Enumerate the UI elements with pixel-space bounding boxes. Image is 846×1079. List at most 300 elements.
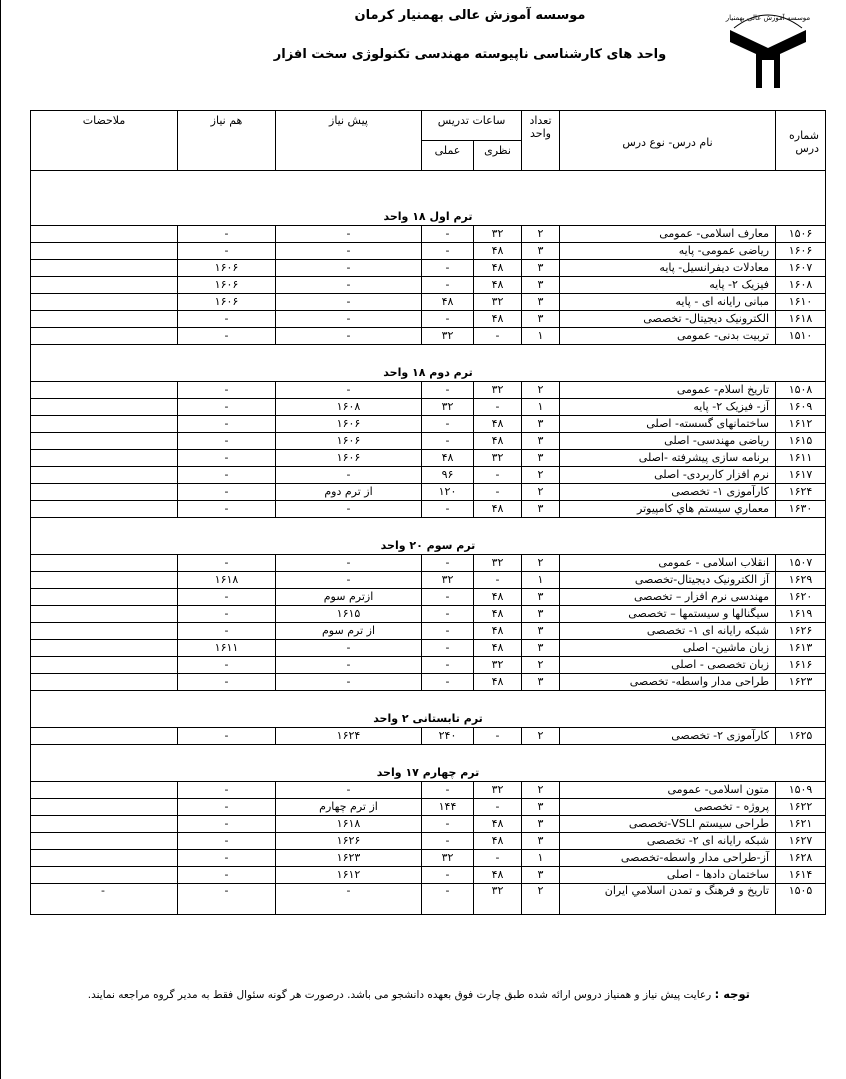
course-number: ۱۶۰۶ [776,243,826,260]
corequisite: - [178,674,276,691]
prerequisite: ۱۶۲۴ [276,728,422,745]
corequisite: - [178,399,276,416]
practical-hours: - [422,782,474,799]
course-number: ۱۶۲۷ [776,833,826,850]
course-units: ۳ [522,277,560,294]
prerequisite: ۱۶۱۲ [276,867,422,884]
table-row [31,501,826,518]
table-row [31,816,826,833]
practical-hours: - [422,640,474,657]
table-row [31,277,826,294]
course-number: ۱۶۱۰ [776,294,826,311]
col-coreq: هم نیاز [178,111,276,171]
table-row [31,382,826,399]
notes [31,311,178,328]
course-number: ۱۶۱۴ [776,867,826,884]
footer-note [60,987,750,1001]
practical-hours: - [422,416,474,433]
course-units: ۳ [522,589,560,606]
course-number: ۱۶۲۵ [776,728,826,745]
course-name: معادلات دیفرانسیل- پایه [560,260,776,277]
table-row [31,484,826,501]
notes [31,850,178,867]
course-name: معماري سيستم هاي كامپيوتر [560,501,776,518]
institution-title: موسسه آموزش عالی بهمنیار کرمان [354,8,586,23]
course-number: ۱۵۰۶ [776,226,826,243]
notes [31,260,178,277]
prerequisite: ۱۶۲۶ [276,833,422,850]
col-practical: عملی [422,141,474,171]
course-units: ۳ [522,243,560,260]
table-row [31,450,826,467]
notes [31,399,178,416]
theory-hours: ۴۸ [474,674,522,691]
theory-hours: - [474,799,522,816]
course-units: ۲ [522,782,560,799]
prerequisite: - [276,260,422,277]
theory-hours: - [474,850,522,867]
table-row [31,833,826,850]
course-name: طراحی مدار واسطه- تخصصی [560,674,776,691]
course-units: ۲ [522,382,560,399]
corequisite: - [178,555,276,572]
theory-hours: ۴۸ [474,640,522,657]
practical-hours: - [422,311,474,328]
practical-hours: - [422,884,474,915]
course-number: ۱۶۲۰ [776,589,826,606]
notes [31,416,178,433]
notes [31,484,178,501]
notes [31,277,178,294]
table-row [31,260,826,277]
theory-hours: ۴۸ [474,433,522,450]
prerequisite: - [276,294,422,311]
prerequisite: ۱۶۲۳ [276,850,422,867]
practical-hours: - [422,816,474,833]
course-name: تاریخ و فرهنگ و تمدن اسلامي ايران [560,884,776,915]
practical-hours: - [422,589,474,606]
practical-hours: ۳۲ [422,328,474,345]
table-row [31,657,826,674]
course-units: ۳ [522,501,560,518]
course-units: ۳ [522,640,560,657]
course-units: ۳ [522,674,560,691]
course-units: ۲ [522,657,560,674]
course-units: ۳ [522,606,560,623]
practical-hours: - [422,657,474,674]
table-row [31,728,826,745]
prerequisite: - [276,657,422,674]
practical-hours: ۳۲ [422,850,474,867]
table-row [31,782,826,799]
practical-hours: - [422,833,474,850]
table-row [31,294,826,311]
course-name: مهندسی نرم افزار – تخصصی [560,589,776,606]
prerequisite: ۱۶۰۶ [276,450,422,467]
theory-hours: ۴۸ [474,416,522,433]
course-units: ۳ [522,816,560,833]
course-units: ۲ [522,467,560,484]
prerequisite: - [276,674,422,691]
notes [31,294,178,311]
corequisite: - [178,416,276,433]
prerequisite: - [276,572,422,589]
corequisite: - [178,467,276,484]
prerequisite: از ترم چهارم [276,799,422,816]
theory-hours: ۴۸ [474,311,522,328]
corequisite: - [178,867,276,884]
prerequisite: ۱۶۰۶ [276,416,422,433]
theory-hours: ۳۲ [474,226,522,243]
theory-hours: ۳۲ [474,382,522,399]
table-row [31,640,826,657]
notes [31,674,178,691]
notes [31,243,178,260]
prerequisite: - [276,782,422,799]
practical-hours: - [422,623,474,640]
course-number: ۱۶۱۸ [776,311,826,328]
prerequisite: از ترم دوم [276,484,422,501]
course-number: ۱۵۰۸ [776,382,826,399]
term-title: ترم تابستانی ۲ واحد [31,691,826,728]
course-name: آز- فیزیک ۲- پایه [560,399,776,416]
notes [31,782,178,799]
table-row [31,572,826,589]
term-header [31,745,826,782]
course-units: ۱ [522,399,560,416]
notes [31,867,178,884]
term-header [31,171,826,226]
table-row [31,328,826,345]
prerequisite: - [276,382,422,399]
course-number: ۱۶۲۸ [776,850,826,867]
practical-hours: - [422,260,474,277]
notes [31,450,178,467]
practical-hours: - [422,277,474,294]
practical-hours: - [422,555,474,572]
course-name: آز-طراحی مدار واسطه-تخصصی [560,850,776,867]
notes [31,816,178,833]
col-theory: نظری [474,141,522,171]
course-units: ۳ [522,311,560,328]
practical-hours: ۱۴۴ [422,799,474,816]
corequisite: ۱۶۱۱ [178,640,276,657]
note-label: توجه : [714,987,750,1001]
table-row [31,555,826,572]
notes [31,226,178,243]
course-units: ۳ [522,260,560,277]
prerequisite: ۱۶۰۸ [276,399,422,416]
prerequisite: ۱۶۰۶ [276,433,422,450]
notes [31,589,178,606]
prerequisite: - [276,467,422,484]
col-hours: ساعات تدریس [422,111,522,141]
table-row [31,589,826,606]
course-number: ۱۶۱۳ [776,640,826,657]
course-name: تاریخ اسلام- عمومی [560,382,776,399]
notes [31,382,178,399]
practical-hours: - [422,226,474,243]
prerequisite: - [276,884,422,915]
corequisite: ۱۶۱۸ [178,572,276,589]
corequisite: - [178,850,276,867]
corequisite: - [178,501,276,518]
theory-hours: ۳۲ [474,884,522,915]
theory-hours: ۴۸ [474,260,522,277]
theory-hours: ۳۲ [474,657,522,674]
corequisite: - [178,816,276,833]
course-number: ۱۶۲۶ [776,623,826,640]
corequisite: - [178,243,276,260]
table-row [31,399,826,416]
table-row [31,243,826,260]
course-units: ۲ [522,728,560,745]
course-units: ۳ [522,799,560,816]
notes [31,606,178,623]
practical-hours: - [422,606,474,623]
prerequisite: ازترم سوم [276,589,422,606]
theory-hours: ۴۸ [474,833,522,850]
table-row [31,606,826,623]
term-title: ترم اول ۱۸ واحد [31,171,826,226]
table-row [31,226,826,243]
course-units: ۲ [522,884,560,915]
course-number: ۱۶۲۹ [776,572,826,589]
col-units: تعداد واحد [522,111,560,171]
practical-hours: ۳۲ [422,399,474,416]
theory-hours: ۴۸ [474,243,522,260]
theory-hours: - [474,728,522,745]
prerequisite: - [276,243,422,260]
corequisite: - [178,782,276,799]
table-row [31,884,826,915]
notes [31,555,178,572]
corequisite: - [178,382,276,399]
course-name: شبکه رایانه ای ۱- تخصصی [560,623,776,640]
course-number: ۱۶۲۴ [776,484,826,501]
notes [31,640,178,657]
course-number: ۱۶۱۶ [776,657,826,674]
course-number: ۱۶۲۲ [776,799,826,816]
course-number: ۱۵۱۰ [776,328,826,345]
practical-hours: - [422,867,474,884]
theory-hours: ۳۲ [474,555,522,572]
course-number: ۱۶۱۵ [776,433,826,450]
theory-hours: ۳۲ [474,294,522,311]
course-units: ۲ [522,484,560,501]
practical-hours: - [422,501,474,518]
term-header [31,518,826,555]
corequisite: - [178,311,276,328]
theory-hours: ۴۸ [474,501,522,518]
theory-hours: ۴۸ [474,589,522,606]
course-name: ریاضی عمومی- پایه [560,243,776,260]
course-number: ۱۶۱۷ [776,467,826,484]
table-row [31,433,826,450]
course-number: ۱۶۱۹ [776,606,826,623]
theory-hours: ۴۸ [474,277,522,294]
notes [31,623,178,640]
course-units: ۳ [522,450,560,467]
prerequisite: - [276,555,422,572]
course-name: انقلاب اسلامی - عمومی [560,555,776,572]
table-row [31,467,826,484]
corequisite: - [178,484,276,501]
course-name: آز الکترونیک دیجیتال-تخصصی [560,572,776,589]
course-units: ۳ [522,867,560,884]
practical-hours: - [422,674,474,691]
notes [31,501,178,518]
course-name: الکترونیک دیجیتال- تخصصی [560,311,776,328]
table-row [31,674,826,691]
theory-hours: ۴۸ [474,606,522,623]
course-name: متون اسلامی- عمومی [560,782,776,799]
notes [31,833,178,850]
prerequisite: - [276,501,422,518]
col-prereq: پیش نیاز [276,111,422,171]
practical-hours: ۲۴۰ [422,728,474,745]
table-row [31,623,826,640]
notes [31,572,178,589]
corequisite: ۱۶۰۶ [178,294,276,311]
corequisite: - [178,799,276,816]
prerequisite: از ترم سوم [276,623,422,640]
course-units: ۲ [522,555,560,572]
course-name: زبان تخصصی - اصلی [560,657,776,674]
term-title: ترم دوم ۱۸ واحد [31,345,826,382]
curriculum-table [30,110,826,915]
theory-hours: ۴۸ [474,816,522,833]
corequisite: - [178,623,276,640]
course-number: ۱۵۰۹ [776,782,826,799]
prerequisite: ۱۶۱۵ [276,606,422,623]
notes [31,799,178,816]
notes [31,328,178,345]
corequisite: ۱۶۰۶ [178,277,276,294]
corequisite: - [178,589,276,606]
course-units: ۱ [522,850,560,867]
course-name: مبانی رایانه ای - پایه [560,294,776,311]
practical-hours: ۳۲ [422,572,474,589]
course-name: شبکه رایانه ای ۲- تخصصی [560,833,776,850]
prerequisite: - [276,640,422,657]
practical-hours: - [422,243,474,260]
course-name: پروژه - تخصصی [560,799,776,816]
course-number: ۱۵۰۷ [776,555,826,572]
prerequisite: - [276,226,422,243]
corequisite: - [178,606,276,623]
course-name: ساختمانهای گسسته- اصلی [560,416,776,433]
course-units: ۳ [522,433,560,450]
prerequisite: - [276,277,422,294]
course-units: ۳ [522,623,560,640]
corequisite: - [178,657,276,674]
course-name: ساختمان دادها - اصلی [560,867,776,884]
course-name: فیزیک ۲- پایه [560,277,776,294]
course-number: ۱۶۰۷ [776,260,826,277]
course-units: ۳ [522,833,560,850]
corequisite: - [178,328,276,345]
corequisite: - [178,833,276,850]
course-units: ۳ [522,294,560,311]
term-header [31,345,826,382]
course-name: زبان ماشین- اصلی [560,640,776,657]
logo-text: موسسه آموزش عالی بهمنیار [725,14,811,22]
corequisite: ۱۶۰۶ [178,260,276,277]
term-header [31,691,826,728]
course-name: نرم افزار کاربردی- اصلی [560,467,776,484]
course-name: کارآموزی ۲- تخصصی [560,728,776,745]
term-title: ترم سوم ۲۰ واحد [31,518,826,555]
theory-hours: ۴۸ [474,867,522,884]
course-name: برنامه سازی پیشرفته -اصلی [560,450,776,467]
theory-hours: - [474,572,522,589]
table-row [31,850,826,867]
prerequisite: - [276,311,422,328]
col-course-name: نام درس- نوع درس [560,111,776,171]
corequisite: - [178,450,276,467]
col-notes: ملاحضات [31,111,178,171]
course-number: ۱۶۳۰ [776,501,826,518]
theory-hours: ۳۲ [474,782,522,799]
course-name: کارآموزی ۱- تخصصی [560,484,776,501]
course-units: ۱ [522,572,560,589]
theory-hours: - [474,399,522,416]
course-name: سیگنالها و سیستمها – تخصصی [560,606,776,623]
col-course-no: شماره درس [776,111,826,171]
course-number: ۱۵۰۵ [776,884,826,915]
corequisite: - [178,433,276,450]
table-row [31,867,826,884]
table-row [31,416,826,433]
practical-hours: - [422,382,474,399]
course-units: ۳ [522,416,560,433]
table-row [31,799,826,816]
course-name: طراحی سیستم VSLI-تخصصی [560,816,776,833]
corequisite: - [178,728,276,745]
table-row [31,311,826,328]
course-name: تربیت بدنی- عمومی [560,328,776,345]
theory-hours: ۴۸ [474,623,522,640]
prerequisite: ۱۶۱۸ [276,816,422,833]
practical-hours: - [422,433,474,450]
corequisite: - [178,226,276,243]
notes [31,728,178,745]
course-number: ۱۶۲۳ [776,674,826,691]
theory-hours: ۳۲ [474,450,522,467]
theory-hours: - [474,484,522,501]
practical-hours: ۴۸ [422,294,474,311]
page-left-border [0,0,1,1079]
notes [31,657,178,674]
practical-hours: ۹۶ [422,467,474,484]
theory-hours: - [474,467,522,484]
note-text: رعایت پیش نیاز و همنیاز دروس ارائه شده طبق چارت فوق بعهده دانشجو می باشد. درصورت هر گونه سئوال فقط به مدیر گروه مراجعه نمایند. [87,989,712,1001]
practical-hours: ۱۲۰ [422,484,474,501]
notes [31,433,178,450]
course-name: ریاضی مهندسی- اصلی [560,433,776,450]
notes: - [31,884,178,915]
course-units: ۱ [522,328,560,345]
course-number: ۱۶۰۹ [776,399,826,416]
program-title: واحد های کارشناسی ناپیوسته مهندسی تکنولوژی سخت افزار [273,47,667,62]
term-title: ترم چهارم ۱۷ واحد [31,745,826,782]
practical-hours: ۴۸ [422,450,474,467]
course-number: ۱۶۱۲ [776,416,826,433]
course-number: ۱۶۱۱ [776,450,826,467]
curriculum-body [31,171,826,915]
course-number: ۱۶۰۸ [776,277,826,294]
